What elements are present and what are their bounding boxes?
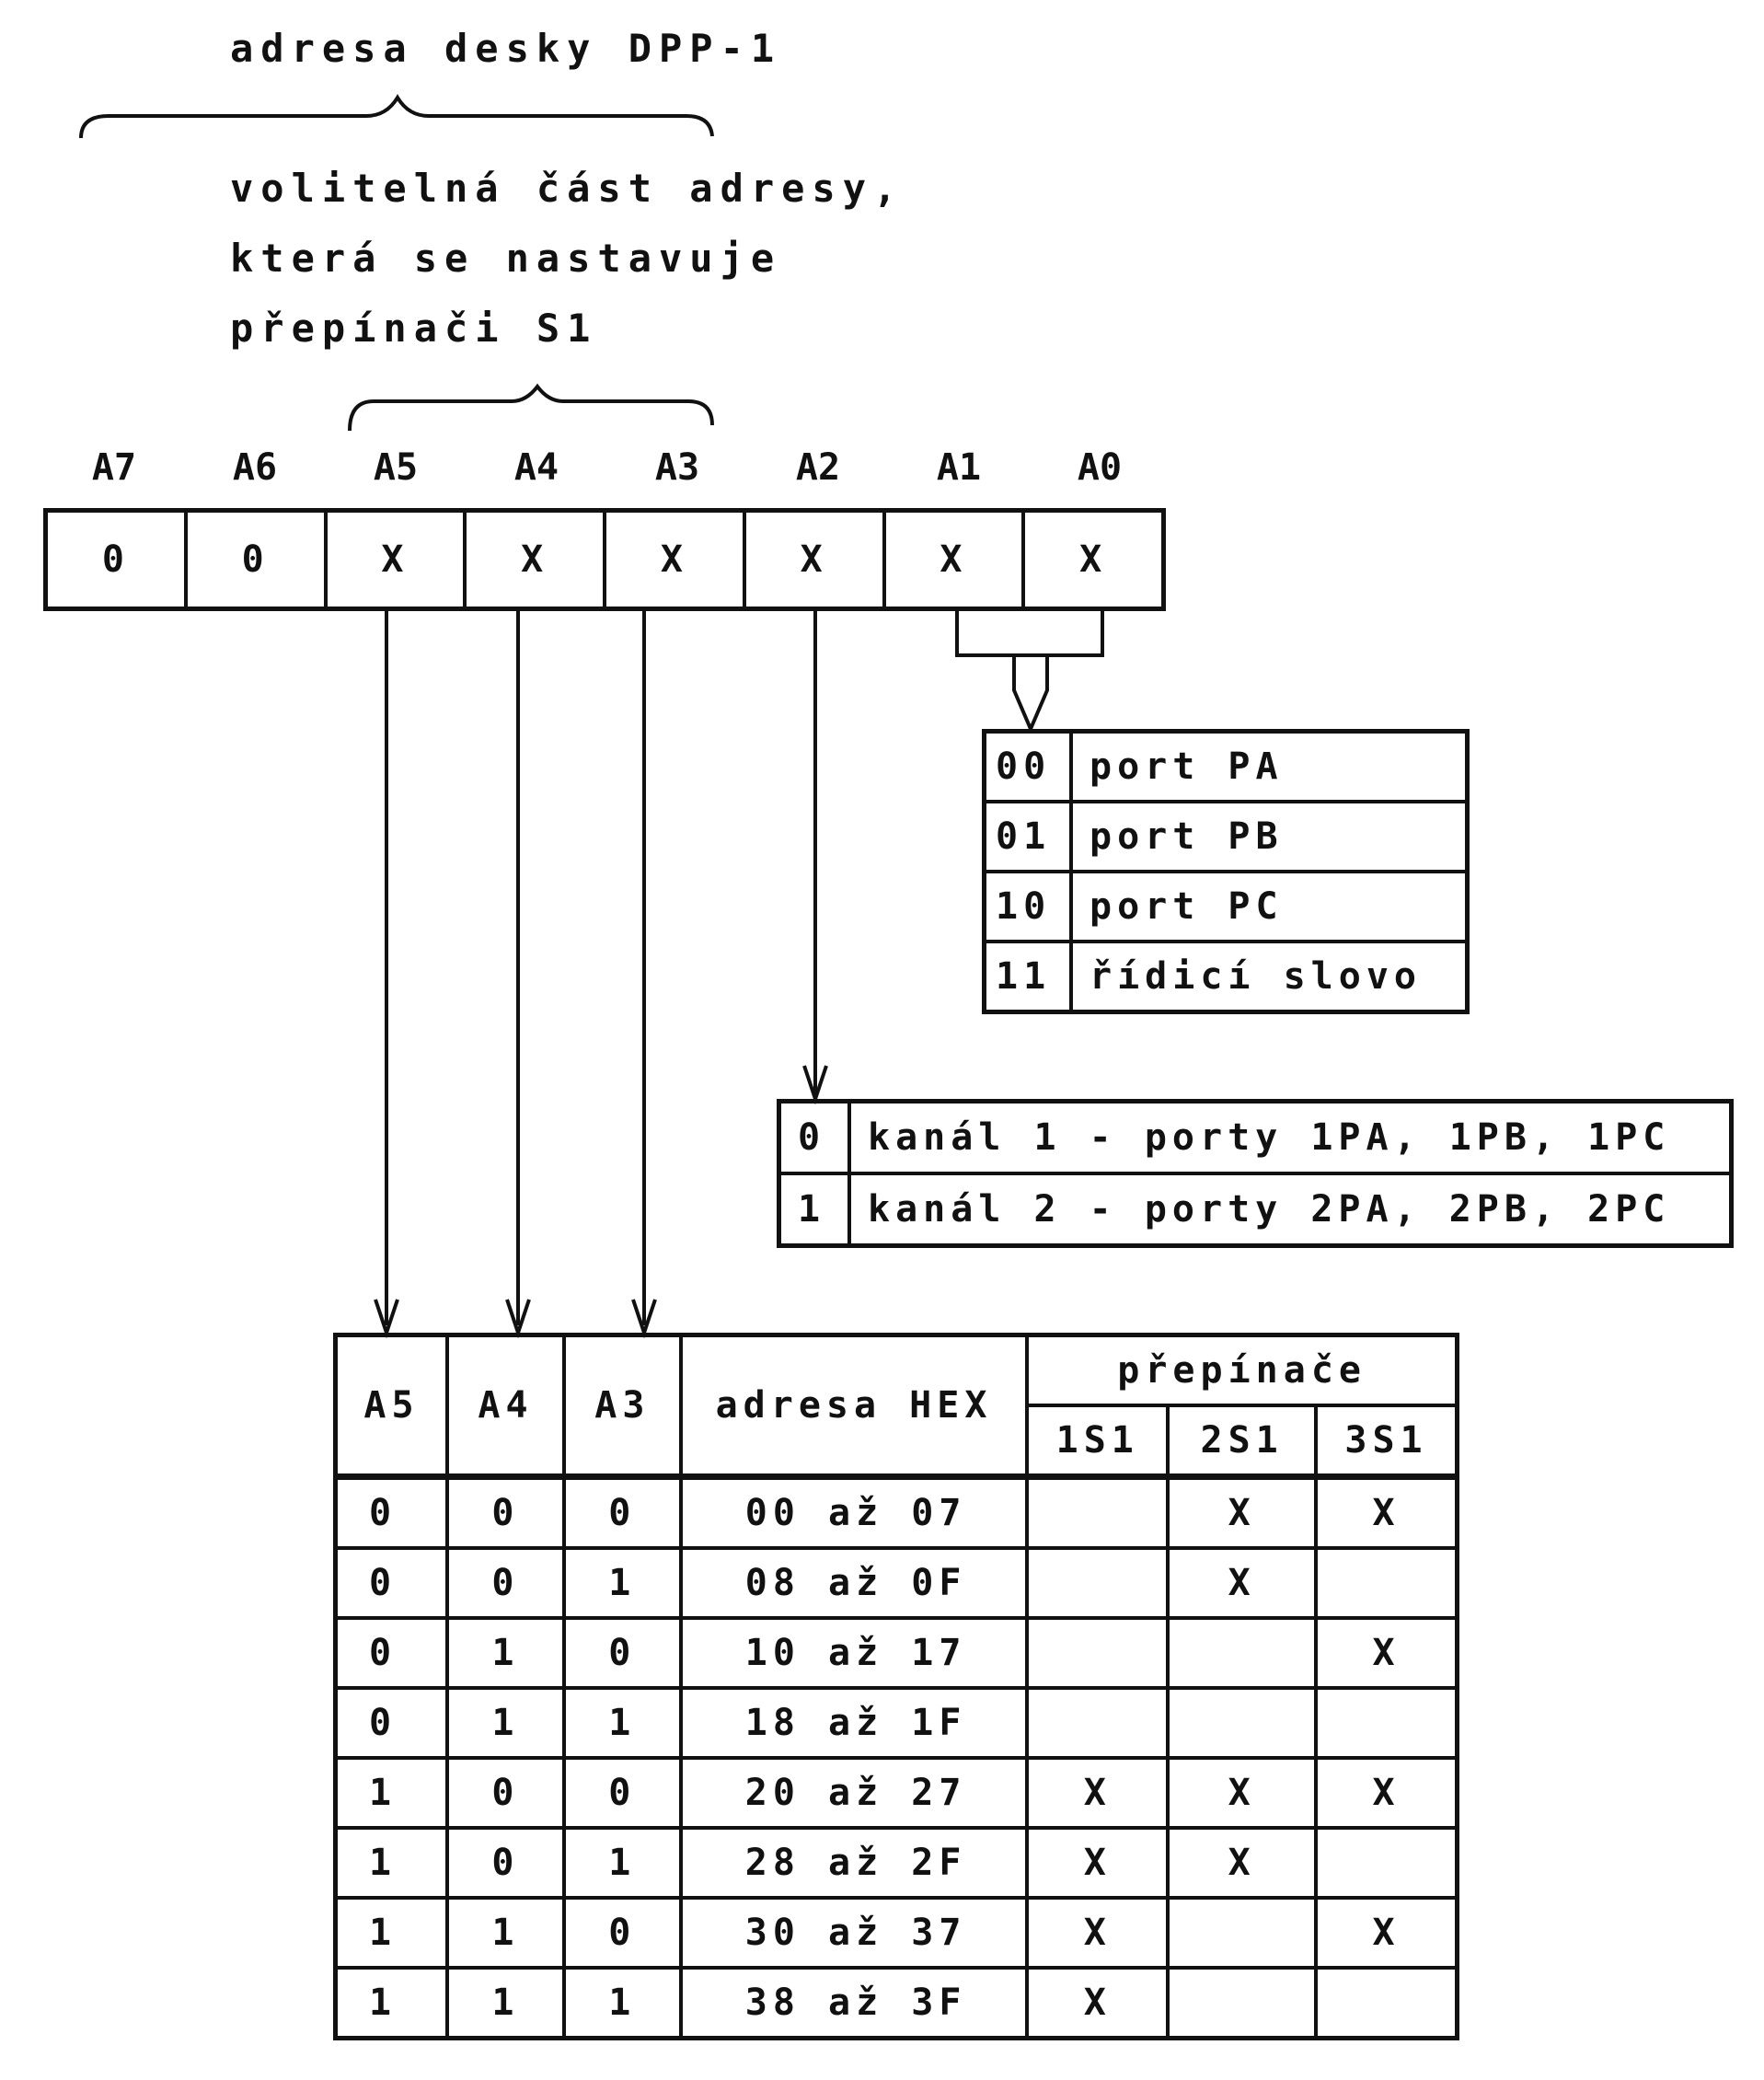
table-row bbox=[336, 1548, 1458, 1618]
cell-a3: 1 bbox=[564, 1968, 681, 2039]
selectable-bits-brace bbox=[350, 387, 712, 431]
cell-a4: 1 bbox=[447, 1898, 564, 1968]
cell-address: 18 až 1F bbox=[681, 1688, 1028, 1758]
cell-address: 08 až 0F bbox=[681, 1548, 1028, 1618]
cell-1s1: X bbox=[1027, 1828, 1168, 1898]
cell-address: 20 až 27 bbox=[681, 1758, 1028, 1828]
header-2s1: 2S1 bbox=[1168, 1405, 1316, 1477]
board-address-brace bbox=[81, 98, 712, 138]
cell-2s1 bbox=[1168, 1618, 1316, 1688]
port-code: 01 bbox=[985, 802, 1072, 872]
cell-a3: 0 bbox=[564, 1477, 681, 1549]
table-header-row bbox=[336, 1335, 1458, 1406]
cell-2s1: X bbox=[1168, 1548, 1316, 1618]
bit-a5-value: X bbox=[326, 511, 466, 609]
cell-2s1 bbox=[1168, 1688, 1316, 1758]
bit-header-a4: A4 bbox=[513, 446, 559, 489]
cell-1s1: X bbox=[1027, 1898, 1168, 1968]
selectable-part-line-1: volitelná část adresy, bbox=[230, 166, 905, 211]
bit-a1-value: X bbox=[884, 511, 1024, 609]
table-row bbox=[336, 1758, 1458, 1828]
cell-1s1 bbox=[1027, 1688, 1168, 1758]
bit-a7-value: 0 bbox=[46, 511, 186, 609]
cell-a3: 1 bbox=[564, 1828, 681, 1898]
bit-header-a0: A0 bbox=[1077, 446, 1123, 489]
cell-a4: 0 bbox=[447, 1477, 564, 1549]
cell-address: 30 až 37 bbox=[681, 1898, 1028, 1968]
port-row bbox=[985, 942, 1468, 1012]
cell-address: 00 až 07 bbox=[681, 1477, 1028, 1549]
cell-2s1: X bbox=[1168, 1828, 1316, 1898]
cell-a3: 0 bbox=[564, 1898, 681, 1968]
a1-a0-fork bbox=[1014, 655, 1047, 729]
table-row bbox=[336, 1477, 1458, 1549]
cell-3s1 bbox=[1316, 1828, 1457, 1898]
header-a4: A4 bbox=[447, 1335, 564, 1477]
selectable-part-line-3: přepínači S1 bbox=[230, 306, 598, 351]
cell-a5: 1 bbox=[336, 1898, 448, 1968]
cell-a5: 0 bbox=[336, 1548, 448, 1618]
port-code: 00 bbox=[985, 732, 1072, 803]
cell-a4: 0 bbox=[447, 1548, 564, 1618]
port-label: port PA bbox=[1071, 732, 1468, 803]
address-bits-table bbox=[43, 508, 1166, 611]
port-code: 10 bbox=[985, 872, 1072, 942]
cell-1s1 bbox=[1027, 1618, 1168, 1688]
cell-a5: 0 bbox=[336, 1618, 448, 1688]
cell-a3: 1 bbox=[564, 1688, 681, 1758]
header-3s1: 3S1 bbox=[1316, 1405, 1457, 1477]
channel-label: kanál 2 - porty 2PA, 2PB, 2PC bbox=[849, 1173, 1732, 1246]
cell-a5: 1 bbox=[336, 1828, 448, 1898]
cell-address: 38 až 3F bbox=[681, 1968, 1028, 2039]
header-1s1: 1S1 bbox=[1027, 1405, 1168, 1477]
cell-a3: 1 bbox=[564, 1548, 681, 1618]
port-code: 11 bbox=[985, 942, 1072, 1012]
table-row bbox=[336, 1618, 1458, 1688]
cell-3s1 bbox=[1316, 1548, 1457, 1618]
cell-a5: 0 bbox=[336, 1688, 448, 1758]
cell-1s1: X bbox=[1027, 1758, 1168, 1828]
cell-3s1: X bbox=[1316, 1898, 1457, 1968]
table-row bbox=[336, 1688, 1458, 1758]
port-label: port PB bbox=[1071, 802, 1468, 872]
cell-1s1 bbox=[1027, 1548, 1168, 1618]
header-address-hex: adresa HEX bbox=[681, 1335, 1028, 1477]
channel-code: 1 bbox=[779, 1173, 850, 1246]
table-row bbox=[336, 1828, 1458, 1898]
cell-address: 28 až 2F bbox=[681, 1828, 1028, 1898]
table-row bbox=[336, 1898, 1458, 1968]
switch-settings-table bbox=[333, 1333, 1459, 2040]
cell-2s1 bbox=[1168, 1898, 1316, 1968]
address-bits-row bbox=[46, 511, 1164, 609]
port-row bbox=[985, 732, 1468, 803]
port-row bbox=[985, 872, 1468, 942]
cell-a5: 0 bbox=[336, 1477, 448, 1549]
cell-address: 10 až 17 bbox=[681, 1618, 1028, 1688]
cell-1s1: X bbox=[1027, 1968, 1168, 2039]
bit-a4-value: X bbox=[465, 511, 605, 609]
bit-header-a1: A1 bbox=[936, 446, 982, 489]
bit-header-a7: A7 bbox=[91, 446, 137, 489]
channel-row bbox=[779, 1102, 1732, 1174]
bit-header-a5: A5 bbox=[373, 446, 419, 489]
port-label: řídicí slovo bbox=[1071, 942, 1468, 1012]
cell-3s1: X bbox=[1316, 1618, 1457, 1688]
channel-code: 0 bbox=[779, 1102, 850, 1174]
cell-2s1 bbox=[1168, 1968, 1316, 2039]
header-switches: přepínače bbox=[1027, 1335, 1457, 1406]
cell-3s1: X bbox=[1316, 1477, 1457, 1549]
bit-header-a3: A3 bbox=[654, 446, 700, 489]
cell-a3: 0 bbox=[564, 1618, 681, 1688]
cell-1s1 bbox=[1027, 1477, 1168, 1549]
port-label: port PC bbox=[1071, 872, 1468, 942]
a1-a0-join bbox=[957, 609, 1102, 655]
cell-a4: 1 bbox=[447, 1688, 564, 1758]
cell-2s1: X bbox=[1168, 1477, 1316, 1549]
header-a3: A3 bbox=[564, 1335, 681, 1477]
cell-a4: 1 bbox=[447, 1618, 564, 1688]
bit-a0-value: X bbox=[1023, 511, 1163, 609]
table-row bbox=[336, 1968, 1458, 2039]
cell-3s1: X bbox=[1316, 1758, 1457, 1828]
channel-label: kanál 1 - porty 1PA, 1PB, 1PC bbox=[849, 1102, 1732, 1174]
cell-2s1: X bbox=[1168, 1758, 1316, 1828]
bit-header-a2: A2 bbox=[795, 446, 841, 489]
cell-3s1 bbox=[1316, 1688, 1457, 1758]
cell-a4: 0 bbox=[447, 1758, 564, 1828]
bit-a6-value: 0 bbox=[186, 511, 326, 609]
port-select-table bbox=[982, 729, 1470, 1014]
cell-a5: 1 bbox=[336, 1758, 448, 1828]
cell-a3: 0 bbox=[564, 1758, 681, 1828]
cell-a5: 1 bbox=[336, 1968, 448, 2039]
bit-header-a6: A6 bbox=[232, 446, 278, 489]
selectable-part-line-2: která se nastavuje bbox=[230, 236, 782, 281]
header-a5: A5 bbox=[336, 1335, 448, 1477]
bit-a3-value: X bbox=[605, 511, 744, 609]
port-row bbox=[985, 802, 1468, 872]
cell-a4: 1 bbox=[447, 1968, 564, 2039]
bit-a2-value: X bbox=[744, 511, 884, 609]
channel-row bbox=[779, 1173, 1732, 1246]
cell-3s1 bbox=[1316, 1968, 1457, 2039]
cell-a4: 0 bbox=[447, 1828, 564, 1898]
board-address-label: adresa desky DPP-1 bbox=[230, 26, 782, 71]
channel-select-table bbox=[777, 1099, 1734, 1248]
